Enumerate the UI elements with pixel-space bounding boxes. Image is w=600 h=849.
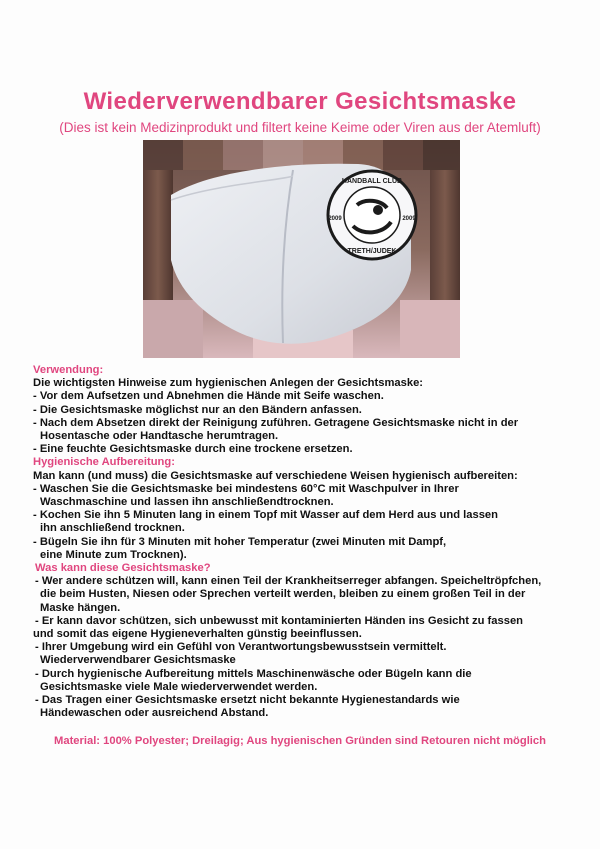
hygiene-item: - Bügeln Sie ihn für 3 Minuten mit hoher Temperatur (zwei Minuten mit Dampf, xyxy=(33,535,447,548)
heading-nutzen: Was kann diese Gesichtsmaske? xyxy=(35,562,211,575)
hygiene-item: ihn anschließend trocknen. xyxy=(40,522,185,535)
hygiene-item: - Waschen Sie die Gesichtsmaske bei mindestens 60°C mit Waschpulver in Ihrer xyxy=(33,482,459,495)
instructions xyxy=(33,364,578,720)
verwendung-item: - Eine feuchte Gesichtsmaske durch eine trockene ersetzen. xyxy=(33,443,353,456)
nutzen-item: - Durch hygienische Aufbereitung mittels Maschinenwäsche oder Bügeln kann die xyxy=(35,667,472,680)
hygiene-intro: Man kann (und muss) die Gesichtsmaske auf verschiedene Weisen hygienisch aufbereiten: xyxy=(33,469,518,482)
verwendung-item: - Die Gesichtsmaske möglichst nur an den Bändern anfassen. xyxy=(33,403,362,416)
nutzen-item: - Das Tragen einer Gesichtsmaske ersetzt nicht bekannte Hygienestandards wie xyxy=(35,694,460,707)
page-subtitle: (Dies ist kein Medizinprodukt und filtert keine Keime oder Viren aus der Atemluft) xyxy=(59,120,541,135)
verwendung-item: - Nach dem Absetzen direkt der Reinigung zuführen. Getragene Gesichtsmaske nicht in der xyxy=(33,416,519,429)
verwendung-intro: Die wichtigsten Hinweise zum hygienischen Anlegen der Gesichtsmaske: xyxy=(33,377,424,390)
logo-year-left: 2009 xyxy=(328,216,342,222)
nutzen-item: und somit das eigene Hygieneverhalten günstig beeinflussen. xyxy=(33,628,362,641)
mask-photo-svg xyxy=(143,140,460,358)
mask-photo xyxy=(143,140,460,358)
page-title: Wiederverwendbarer Gesichtsmaske xyxy=(83,88,517,115)
nutzen-item: - Ihrer Umgebung wird ein Gefühl von Verantwortungsbewusstsein vermittelt. xyxy=(35,641,447,654)
verwendung-item: - Vor dem Aufsetzen und Abnehmen die Hände mit Seife waschen. xyxy=(33,390,384,403)
hygiene-item: Waschmaschine und lassen ihn anschließendtrocknen. xyxy=(40,496,334,509)
club-logo xyxy=(328,171,416,259)
logo-text-bottom: TRETH/JUDEK xyxy=(347,248,397,255)
logo-text-top: HANDBALL CLUB xyxy=(341,178,403,185)
nutzen-item: - Er kann davor schützen, sich unbewusst mit kontaminierten Händen ins Gesicht zu fassen xyxy=(35,614,524,627)
material-note: Material: 100% Polyester; Dreilagig; Aus hygienischen Gründen sind Retouren nicht möglich xyxy=(54,735,546,747)
nutzen-item: Maske hängen. xyxy=(40,601,121,614)
nutzen-item: Händewaschen oder ausreichend Abstand. xyxy=(40,707,269,720)
nutzen-item: Wiederverwendbarer Gesichtsmaske xyxy=(40,654,236,667)
nutzen-item: Gesichtsmaske viele Male wiederverwendet werden. xyxy=(40,680,318,693)
hygiene-item: - Kochen Sie ihn 5 Minuten lang in einem Topf mit Wasser auf dem Herd aus und lassen xyxy=(33,509,498,522)
heading-verwendung: Verwendung: xyxy=(33,364,104,376)
nutzen-item: die beim Husten, Niesen oder Sprechen verteilt werden, bleiben zu einem großen Teil in der xyxy=(40,588,526,601)
logo-year-right: 2009 xyxy=(402,216,416,222)
hygiene-item: eine Minute zum Trocknen). xyxy=(40,548,187,561)
nutzen-item: - Wer andere schützen will, kann einen Teil der Krankheitserreger abfangen. Speicheltröpfchen, xyxy=(35,575,542,588)
verwendung-item: Hosentasche oder Handtasche herumtragen. xyxy=(40,430,279,443)
heading-hygiene: Hygienische Aufbereitung: xyxy=(33,456,175,469)
